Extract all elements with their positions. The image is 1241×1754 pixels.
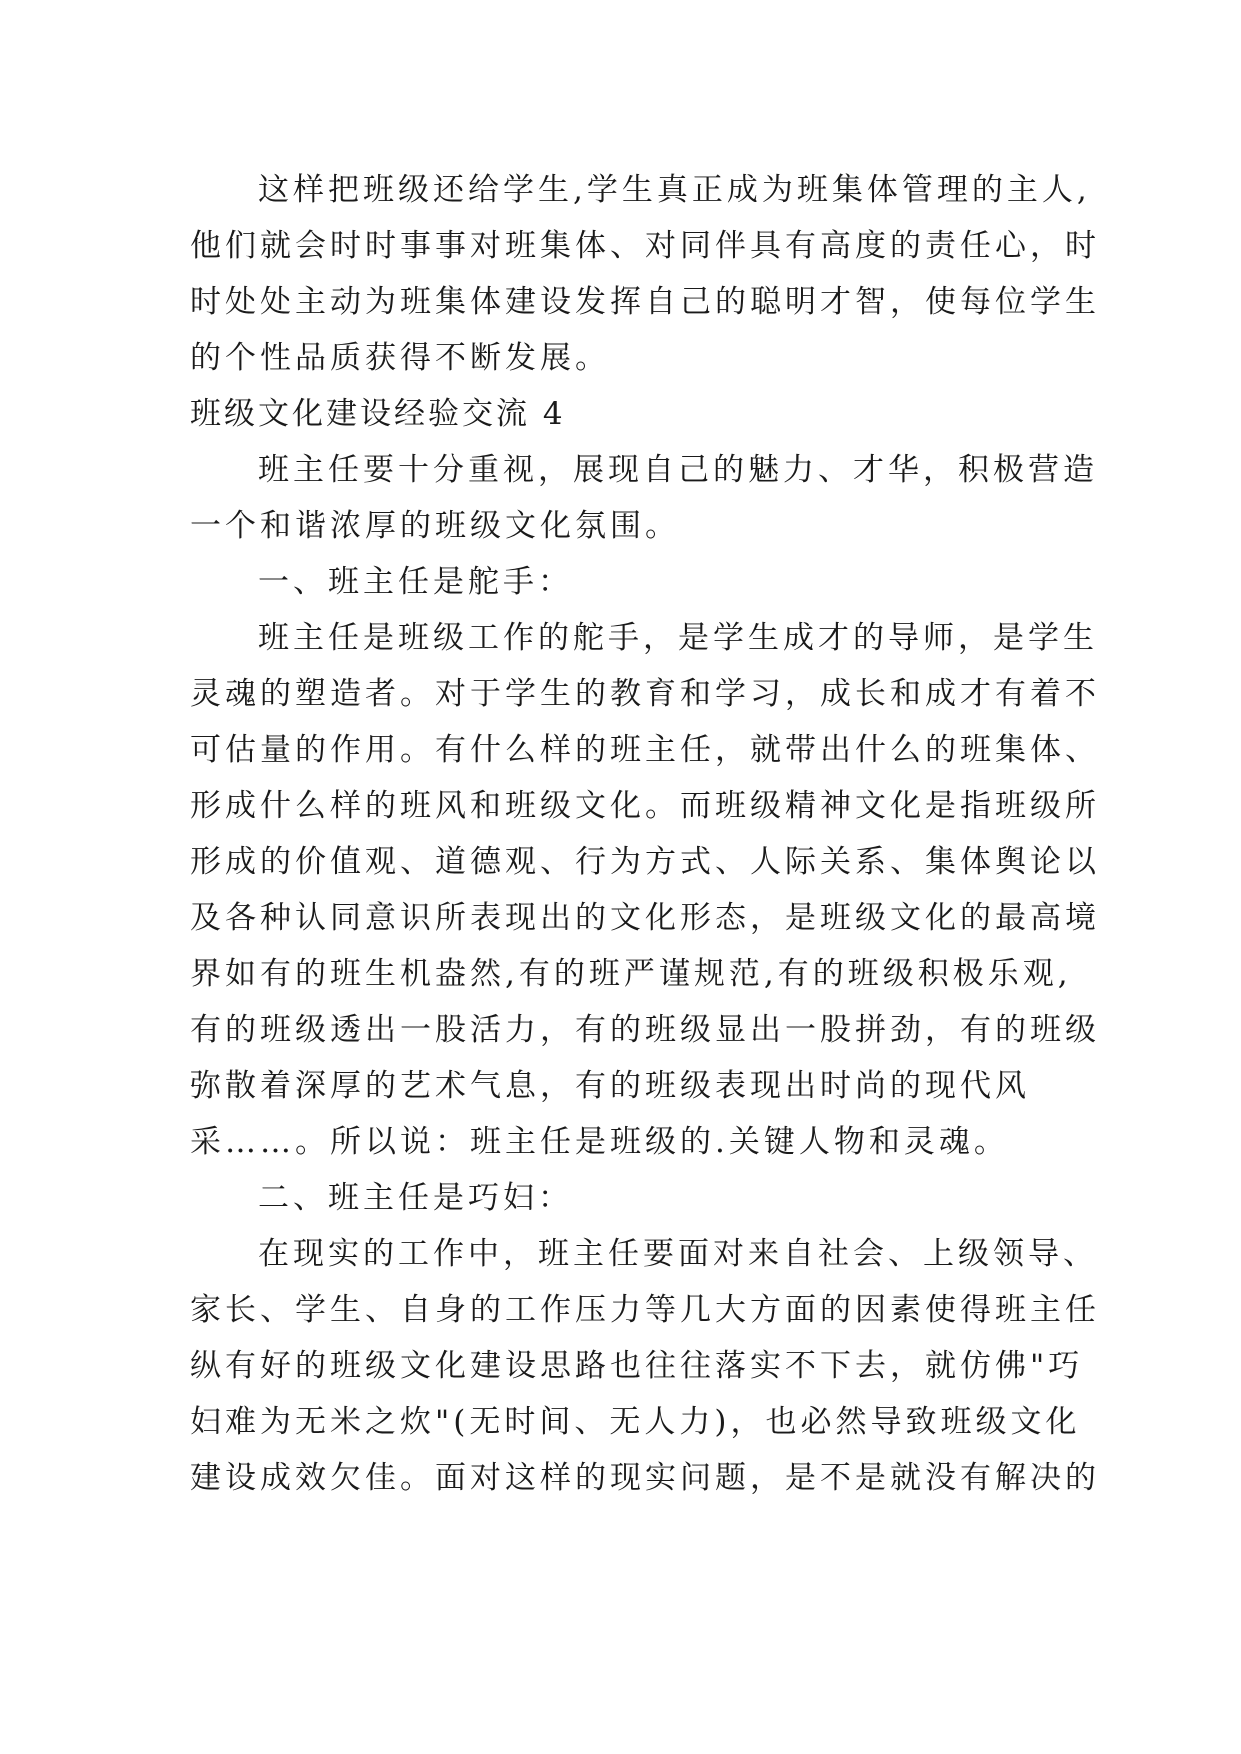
paragraph-line: 班主任是班级工作的舵手，是学生成才的导师，是学生 (258, 620, 1098, 656)
paragraph-line: 灵魂的塑造者。对于学生的教育和学习，成长和成才有着不 (190, 676, 1100, 712)
paragraph-line: 妇难为无米之炊"(无时间、无人力)，也必然导致班级文化 (190, 1404, 1081, 1440)
subheading: 一、班主任是舵手： (258, 564, 573, 600)
paragraph-line: 建设成效欠佳。面对这样的现实问题，是不是就没有解决的 (190, 1460, 1100, 1496)
paragraph-line: 采……。所以说：班主任是班级的.关键人物和灵魂。 (190, 1124, 1009, 1160)
paragraph-line: 一个和谐浓厚的班级文化氛围。 (190, 508, 680, 544)
paragraph-line: 及各种认同意识所表现出的文化形态，是班级文化的最高境 (190, 900, 1100, 936)
paragraph-line: 有的班级透出一股活力，有的班级显出一股拼劲，有的班级 (190, 1012, 1100, 1048)
paragraph-line: 这样把班级还给学生,学生真正成为班集体管理的主人, (258, 172, 1091, 208)
paragraph-line: 时处处主动为班集体建设发挥自己的聪明才智，使每位学生 (190, 284, 1100, 320)
paragraph-line: 形成什么样的班风和班级文化。而班级精神文化是指班级所 (190, 788, 1100, 824)
section-heading: 班级文化建设经验交流 4 (190, 396, 566, 432)
paragraph-line: 在现实的工作中，班主任要面对来自社会、上级领导、 (258, 1236, 1098, 1272)
paragraph-line: 界如有的班生机盎然,有的班严谨规范,有的班级积极乐观, (190, 956, 1072, 992)
paragraph-line: 弥散着深厚的艺术气息，有的班级表现出时尚的现代风 (190, 1068, 1030, 1104)
paragraph-line: 形成的价值观、道德观、行为方式、人际关系、集体舆论以 (190, 844, 1100, 880)
paragraph-line: 家长、学生、自身的工作压力等几大方面的因素使得班主任 (190, 1292, 1100, 1328)
subheading: 二、班主任是巧妇： (258, 1180, 573, 1216)
paragraph-line: 纵有好的班级文化建设思路也往往落实不下去，就仿佛"巧 (190, 1348, 1084, 1384)
paragraph-line: 他们就会时时事事对班集体、对同伴具有高度的责任心，时 (190, 228, 1100, 264)
paragraph-line: 班主任要十分重视，展现自己的魅力、才华，积极营造 (258, 452, 1098, 488)
paragraph-line: 的个性品质获得不断发展。 (190, 340, 610, 376)
paragraph-line: 可估量的作用。有什么样的班主任，就带出什么的班集体、 (190, 732, 1100, 768)
